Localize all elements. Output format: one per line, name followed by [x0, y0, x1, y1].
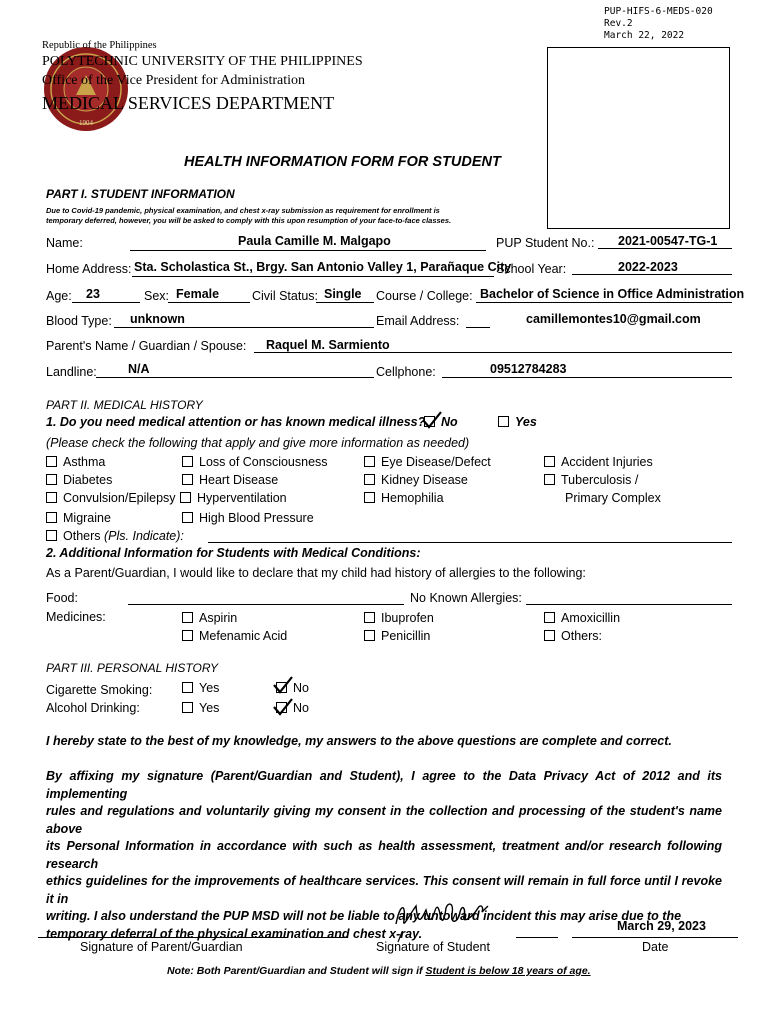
ibuprofen-label: Ibuprofen [381, 611, 434, 625]
asthma-label: Asthma [63, 455, 106, 469]
accident-option[interactable] [544, 455, 653, 469]
hbp-label: High Blood Pressure [199, 511, 314, 525]
age-line [72, 302, 140, 303]
migraine-label: Migraine [63, 511, 111, 525]
mefenamic-checkbox[interactable] [182, 630, 193, 641]
student-signature-image [388, 884, 500, 946]
drinking-yes-option[interactable] [182, 701, 219, 715]
kidney-label: Kidney Disease [381, 473, 468, 487]
republic-text: Republic of the Philippines [42, 40, 157, 51]
signature-date-value[interactable]: March 29, 2023 [617, 919, 706, 933]
heart-checkbox[interactable] [182, 474, 193, 485]
footer-note-prefix: Note: Both Parent/Guardian and Student will sign if [167, 965, 426, 977]
ibuprofen-checkbox[interactable] [364, 612, 375, 623]
date-line[interactable] [572, 937, 738, 938]
civil-status-field[interactable]: Single [324, 287, 362, 301]
age-label: Age: [46, 289, 72, 303]
seal-year: 1904 [79, 119, 93, 127]
name-label: Name: [46, 236, 83, 250]
student-no-field[interactable]: 2021-00547-TG-1 [618, 234, 718, 248]
smoking-yes-label: Yes [199, 681, 220, 695]
migraine-checkbox[interactable] [46, 512, 57, 523]
school-year-label: School Year: [496, 262, 567, 276]
diabetes-option[interactable] [46, 473, 112, 487]
migraine-option[interactable] [46, 511, 111, 525]
age-field[interactable]: 23 [86, 287, 100, 301]
aspirin-option[interactable] [182, 611, 237, 625]
landline-line [96, 377, 374, 378]
student-signature-label: Signature of Student [376, 940, 490, 954]
department-name: MEDICAL SERVICES DEPARTMENT [42, 93, 335, 113]
consent-line-6: temporary deferral of the physical examination and chest x-ray. [46, 926, 423, 941]
penicillin-label: Penicillin [381, 629, 431, 643]
heart-label: Heart Disease [199, 473, 279, 487]
consent-line-4: ethics guidelines for the improvements of healthcare services. This consent will remain in full force until I revoke it in [46, 874, 722, 906]
address-field[interactable]: Sta. Scholastica St., Brgy. San Antonio Valley 1, Parañaque City [134, 260, 512, 274]
school-year-line [572, 274, 732, 275]
drinking-no-label: No [293, 701, 309, 715]
footer-note-underlined: Student is below 18 years of age. [425, 965, 591, 977]
meds-others-option[interactable] [544, 629, 602, 643]
sig-line-right-segment [516, 937, 558, 938]
civil-status-line [316, 302, 374, 303]
email-line [466, 327, 490, 328]
consent-line-2: rules and regulations and voluntarily giving my consent in the collection and processing of the student's name above [46, 804, 722, 836]
allergy-declaration: As a Parent/Guardian, I would like to declare that my child had history of allergies to the following: [46, 566, 586, 580]
document-date: March 22, 2022 [604, 30, 685, 41]
others-label: Others [63, 529, 101, 543]
drinking-yes-label: Yes [199, 701, 220, 715]
drinking-no-checkmark-icon [272, 697, 294, 717]
aspirin-label: Aspirin [199, 611, 238, 625]
student-no-line [598, 248, 732, 249]
hemophilia-checkbox[interactable] [364, 492, 375, 503]
smoking-yes-checkbox[interactable] [182, 682, 193, 693]
consent-line-5: writing. I also understand the PUP MSD will not be liable to any untoward incident this may arise due to the [46, 909, 682, 923]
eye-label: Eye Disease/Defect [381, 455, 491, 469]
asthma-option[interactable] [46, 455, 105, 469]
cellphone-field[interactable]: 09512784283 [490, 362, 567, 376]
smoking-no-label: No [293, 681, 309, 695]
kidney-checkbox[interactable] [364, 474, 375, 485]
kidney-option[interactable] [364, 473, 468, 487]
tb-checkbox[interactable] [544, 474, 555, 485]
accident-label: Accident Injuries [561, 455, 653, 469]
cellphone-line [442, 377, 732, 378]
hyperventilation-checkbox[interactable] [180, 492, 191, 503]
convulsion-checkbox[interactable] [46, 492, 57, 503]
civil-status-label: Civil Status: [252, 289, 318, 303]
blood-type-field[interactable]: unknown [130, 312, 185, 326]
mefenamic-label: Mefenamic Acid [199, 629, 288, 643]
medicines-label: Medicines: [46, 610, 106, 624]
q1-yes-option[interactable] [498, 415, 537, 429]
asthma-checkbox[interactable] [46, 456, 57, 467]
tb-label-line2: Primary Complex [565, 491, 661, 505]
meds-others-checkbox[interactable] [544, 630, 555, 641]
eye-checkbox[interactable] [364, 456, 375, 467]
university-name: POLYTECHNIC UNIVERSITY OF THE PHILIPPINES [42, 54, 363, 69]
address-label: Home Address: [46, 262, 132, 276]
parent-label: Parent's Name / Guardian / Spouse: [46, 339, 247, 353]
drinking-label: Alcohol Drinking: [46, 701, 140, 715]
ibuprofen-option[interactable] [364, 611, 434, 625]
convulsion-option[interactable] [46, 491, 176, 505]
q2-text: 2. Additional Information for Students with Medical Conditions: [46, 546, 421, 560]
smoking-label: Cigarette Smoking: [46, 683, 153, 697]
instruction-text: (Please check the following that apply and give more information as needed) [46, 436, 470, 450]
aspirin-checkbox[interactable] [182, 612, 193, 623]
tb-option[interactable] [544, 473, 638, 487]
others-hint: (Pls. Indicate): [104, 529, 184, 543]
tb-label: Tuberculosis / [561, 473, 639, 487]
part3-heading: PART III. PERSONAL HISTORY [46, 661, 219, 675]
email-field[interactable]: camillemontes10@gmail.com [526, 312, 701, 326]
q1-yes-checkbox[interactable] [498, 416, 509, 427]
nka-label: No Known Allergies: [410, 591, 522, 605]
covid-note-2: temporary deferred, however, you will be asked to comply with this upon resumption of your face-to-face classes. [46, 216, 452, 225]
document-revision: Rev.2 [604, 18, 633, 29]
food-label: Food: [46, 591, 78, 605]
others-checkbox[interactable] [46, 530, 57, 541]
date-label: Date [642, 940, 669, 954]
amoxicillin-label: Amoxicillin [561, 611, 621, 625]
blood-type-label: Blood Type: [46, 314, 112, 328]
diabetes-checkbox[interactable] [46, 474, 57, 485]
food-line[interactable] [128, 604, 404, 605]
amoxicillin-checkbox[interactable] [544, 612, 555, 623]
email-label: Email Address: [376, 314, 460, 328]
parent-field[interactable]: Raquel M. Sarmiento [266, 338, 390, 352]
sex-line [168, 302, 250, 303]
document-code: PUP-HIFS-6-MEDS-020 [604, 6, 713, 17]
cellphone-label: Cellphone: [376, 365, 436, 379]
q1-no-label: No [441, 415, 458, 429]
convulsion-label: Convulsion/Epilepsy [63, 491, 176, 505]
covid-note-1: Due to Covid-19 pandemic, physical examination, and chest x-ray submission as requirement for enrollment is [46, 206, 440, 215]
parent-signature-label: Signature of Parent/Guardian [80, 940, 243, 954]
parent-signature-line[interactable] [38, 937, 288, 938]
smoking-no-checkmark-icon [272, 675, 294, 695]
meds-others-label: Others: [561, 629, 602, 643]
blood-type-line [114, 327, 374, 328]
heart-option[interactable] [182, 473, 278, 487]
sex-label: Sex: [144, 289, 170, 303]
part1-heading: PART I. STUDENT INFORMATION [46, 187, 235, 201]
hbp-checkbox[interactable] [182, 512, 193, 523]
penicillin-checkbox[interactable] [364, 630, 375, 641]
loss-checkbox[interactable] [182, 456, 193, 467]
name-line [130, 250, 486, 251]
hyperventilation-label: Hyperventilation [197, 491, 287, 505]
course-line [476, 302, 732, 303]
loss-option[interactable] [182, 455, 328, 469]
q1-yes-label: Yes [515, 415, 537, 429]
hemophilia-label: Hemophilia [381, 491, 444, 505]
q1-no-checkmark-icon [421, 410, 443, 430]
others-line[interactable] [208, 542, 732, 543]
school-year-field[interactable]: 2022-2023 [618, 260, 678, 274]
part2-heading: PART II. MEDICAL HISTORY [46, 398, 203, 412]
name-field[interactable]: Paula Camille M. Malgapo [238, 234, 391, 248]
course-label: Course / College: [376, 289, 473, 303]
sig-line-left-segment [310, 937, 348, 938]
others-option[interactable] [46, 529, 184, 543]
footer-note [167, 965, 591, 977]
consent-line-3: its Personal Information in accordance with such as health assessment, treatment and/or research following research [46, 839, 722, 871]
landline-field[interactable]: N/A [128, 362, 150, 376]
drinking-yes-checkbox[interactable] [182, 702, 193, 713]
photo-box[interactable] [547, 47, 730, 229]
smoking-yes-option[interactable] [182, 681, 219, 695]
q1-text: 1. Do you need medical attention or has known medical illness? [46, 415, 426, 429]
landline-label: Landline: [46, 365, 97, 379]
form-title: HEALTH INFORMATION FORM FOR STUDENT [184, 154, 501, 170]
amoxicillin-option[interactable] [544, 611, 620, 625]
parent-line [254, 352, 732, 353]
hbp-option[interactable] [182, 511, 314, 525]
consent-paragraph [46, 768, 722, 943]
diabetes-label: Diabetes [63, 473, 113, 487]
accident-checkbox[interactable] [544, 456, 555, 467]
student-no-label: PUP Student No.: [496, 236, 595, 250]
hyperventilation-option[interactable] [180, 491, 287, 505]
sex-field[interactable]: Female [176, 287, 220, 301]
accuracy-statement: I hereby state to the best of my knowledge, my answers to the above questions are complete and correct. [46, 734, 672, 748]
penicillin-option[interactable] [364, 629, 430, 643]
course-field[interactable]: Bachelor of Science in Office Administration [480, 287, 745, 301]
loss-label: Loss of Consciousness [199, 455, 328, 469]
office-name: Office of the Vice President for Administration [42, 73, 306, 88]
consent-line-1: By affixing my signature (Parent/Guardian and Student), I agree to the Data Privacy Act of 2012 and its implementing [46, 769, 722, 801]
nka-line[interactable] [526, 604, 732, 605]
mefenamic-option[interactable] [182, 629, 287, 643]
address-line [132, 276, 494, 277]
eye-option[interactable] [364, 455, 491, 469]
hemophilia-option[interactable] [364, 491, 444, 505]
